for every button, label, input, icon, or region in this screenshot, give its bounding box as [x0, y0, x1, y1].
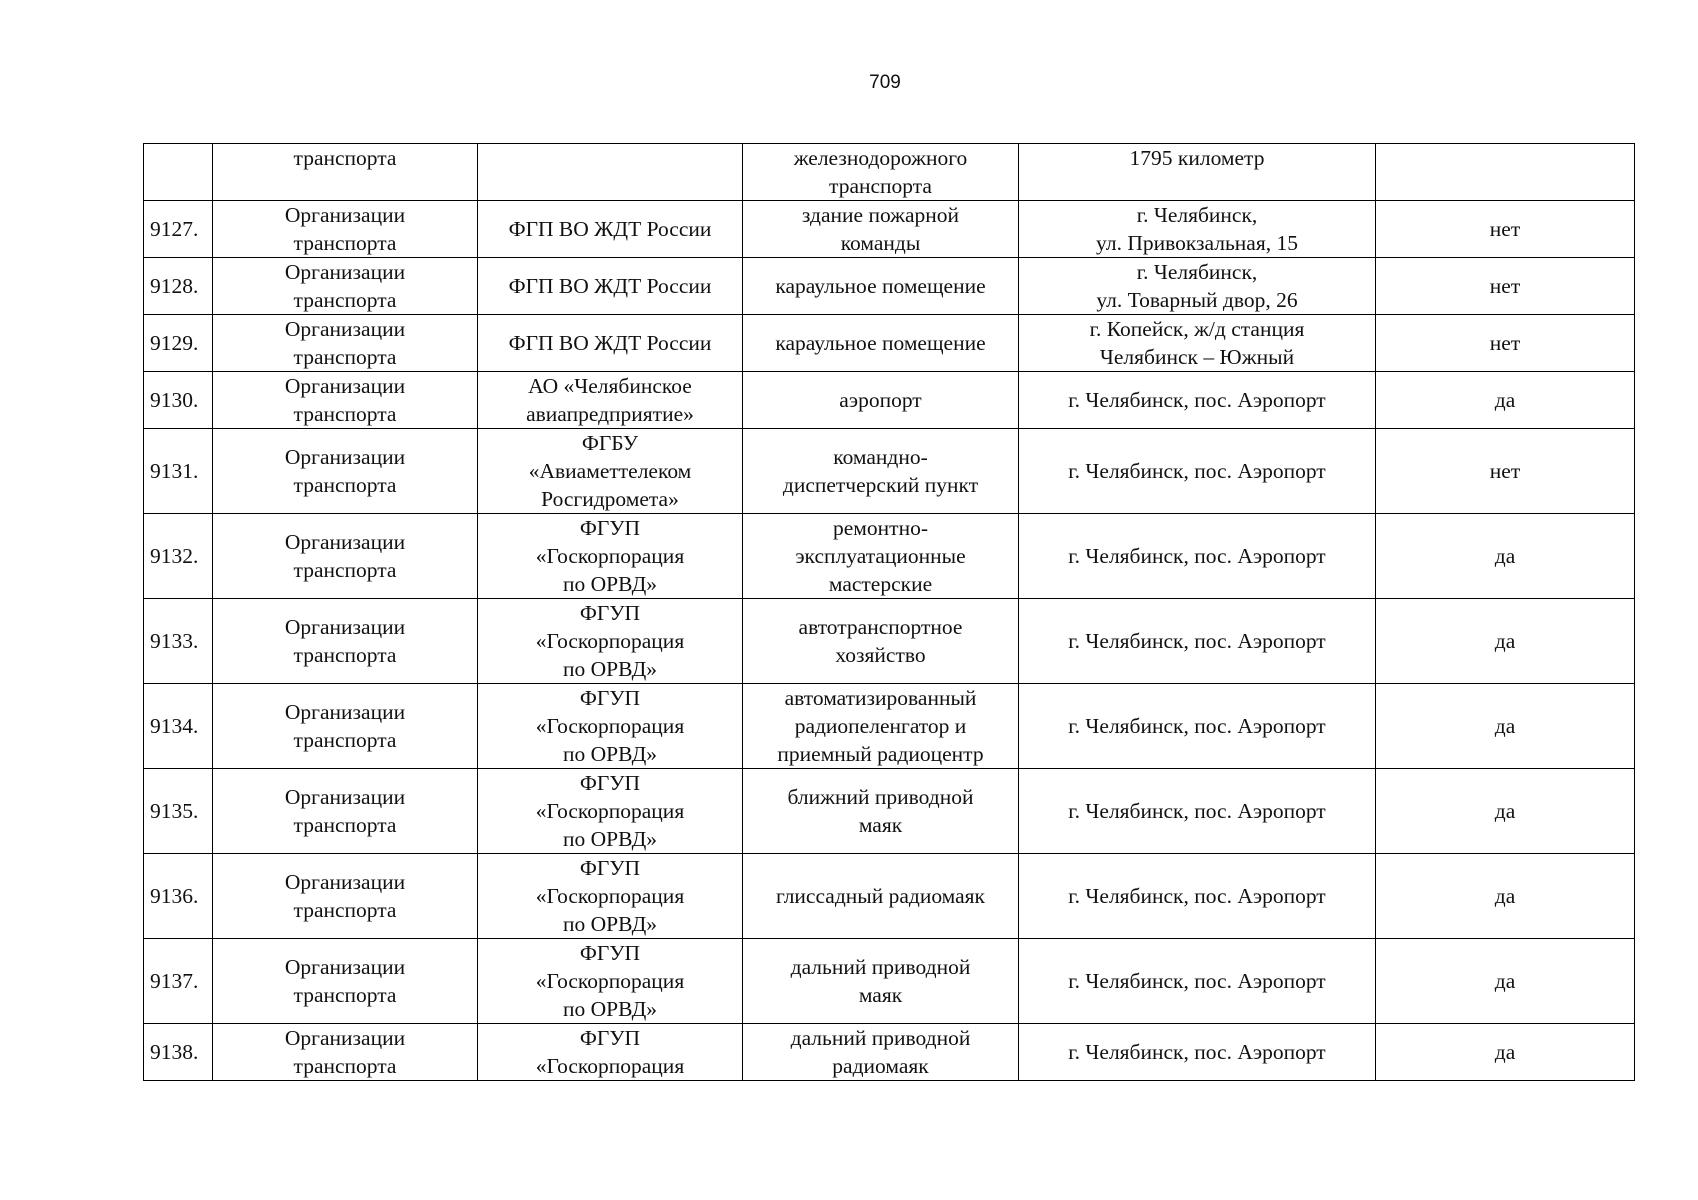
category-line: транспорта [293, 983, 397, 1007]
organization-line: авиапредприятие» [526, 402, 694, 426]
category-line: Организации [284, 203, 406, 227]
address-line: 1795 километр [1129, 146, 1265, 170]
table-body [144, 144, 1635, 1081]
object-cell [743, 201, 1019, 258]
category-line: транспорта [293, 898, 397, 922]
organization-line: ФГУП [579, 856, 641, 880]
organization-line: по ОРВД» [562, 742, 658, 766]
address-cell [1019, 599, 1376, 684]
organization-cell [478, 315, 743, 372]
object-line: железнодорожного [793, 146, 968, 170]
object-line: командно- [833, 445, 928, 469]
table-row [144, 372, 1635, 429]
organization-cell [478, 372, 743, 429]
category-cell [213, 429, 478, 514]
organization-cell [478, 514, 743, 599]
organization-line: ФГУП [579, 941, 641, 965]
organization-cell [478, 599, 743, 684]
flag-cell [1376, 144, 1635, 201]
category-line: транспорта [293, 643, 397, 667]
category-cell [213, 258, 478, 315]
organization-line: «Госкорпорация [535, 544, 685, 568]
flag-cell: да [1376, 939, 1635, 1024]
address-line: г. Челябинск, пос. Аэропорт [1068, 459, 1326, 483]
row-number-cell: 9135. [144, 769, 213, 854]
table-row [144, 258, 1635, 315]
row-number-cell: 9138. [144, 1024, 213, 1081]
object-cell [743, 258, 1019, 315]
object-line: дальний приводной [790, 955, 971, 979]
category-cell [213, 684, 478, 769]
address-line: ул. Привокзальная, 15 [1096, 231, 1298, 255]
address-cell [1019, 258, 1376, 315]
object-line: команды [840, 231, 921, 255]
category-line: транспорта [293, 146, 397, 170]
category-cell [213, 854, 478, 939]
organization-line: «Госкорпорация [535, 629, 685, 653]
category-line: транспорта [293, 728, 397, 752]
object-line: транспорта [829, 174, 932, 198]
table-row [144, 939, 1635, 1024]
category-line: Организации [284, 374, 406, 398]
address-cell [1019, 514, 1376, 599]
category-line: транспорта [293, 288, 397, 312]
object-line: приемный радиоцентр [777, 742, 984, 766]
organization-line: «Авиаметтелеком [528, 459, 692, 483]
table-row [144, 854, 1635, 939]
object-line: мастерские [828, 572, 933, 596]
address-line: г. Челябинск, пос. Аэропорт [1068, 799, 1326, 823]
address-cell [1019, 144, 1376, 201]
organization-cell [478, 201, 743, 258]
flag-cell: да [1376, 684, 1635, 769]
object-cell [743, 769, 1019, 854]
category-line: транспорта [293, 345, 397, 369]
object-cell [743, 1024, 1019, 1081]
table-row [144, 201, 1635, 258]
organization-line: ФГУП [579, 686, 641, 710]
category-line: транспорта [293, 231, 397, 255]
object-cell [743, 854, 1019, 939]
category-cell [213, 514, 478, 599]
address-line: г. Челябинск, пос. Аэропорт [1068, 388, 1326, 412]
organization-line: «Госкорпорация [535, 714, 685, 738]
organization-cell [478, 144, 743, 201]
row-number-cell: 9133. [144, 599, 213, 684]
registry-table [143, 143, 1635, 1081]
flag-cell: да [1376, 514, 1635, 599]
address-cell [1019, 1024, 1376, 1081]
category-cell [213, 315, 478, 372]
organization-line: «Госкорпорация [535, 969, 685, 993]
category-line: транспорта [293, 813, 397, 837]
flag-cell: нет [1376, 429, 1635, 514]
organization-cell [478, 769, 743, 854]
object-cell [743, 144, 1019, 201]
category-line: транспорта [293, 473, 397, 497]
category-cell [213, 939, 478, 1024]
object-line: аэропорт [839, 388, 922, 412]
table-row [144, 315, 1635, 372]
category-line: Организации [284, 615, 406, 639]
address-line: г. Челябинск, пос. Аэропорт [1068, 884, 1326, 908]
organization-line: ФГУП [579, 1026, 641, 1050]
flag-cell: да [1376, 372, 1635, 429]
organization-line: «Госкорпорация [535, 1054, 685, 1078]
organization-line: ФГП ВО ЖДТ России [508, 274, 712, 298]
object-cell [743, 372, 1019, 429]
row-number-cell: 9132. [144, 514, 213, 599]
organization-line: ФГУП [579, 516, 641, 540]
table-row [144, 769, 1635, 854]
organization-line: «Госкорпорация [535, 884, 685, 908]
flag-cell: нет [1376, 258, 1635, 315]
address-line: г. Челябинск, [1136, 203, 1258, 227]
page-number: 709 [869, 72, 901, 93]
organization-line: по ОРВД» [562, 912, 658, 936]
object-line: диспетчерский пункт [782, 473, 979, 497]
address-line: г. Челябинск, пос. Аэропорт [1068, 629, 1326, 653]
row-number-cell: 9131. [144, 429, 213, 514]
category-line: транспорта [293, 558, 397, 582]
category-line: Организации [284, 785, 406, 809]
object-line: ближний приводной [787, 785, 974, 809]
organization-cell [478, 854, 743, 939]
object-line: караульное помещение [775, 331, 986, 355]
category-line: Организации [284, 1026, 406, 1050]
row-number-cell: 9136. [144, 854, 213, 939]
address-cell [1019, 315, 1376, 372]
object-line: ремонтно- [833, 516, 928, 540]
category-line: транспорта [293, 1054, 397, 1078]
flag-cell: нет [1376, 201, 1635, 258]
object-cell [743, 599, 1019, 684]
object-line: маяк [858, 813, 903, 837]
object-line: здание пожарной [801, 203, 960, 227]
flag-cell: да [1376, 769, 1635, 854]
table-row [144, 429, 1635, 514]
flag-cell: да [1376, 1024, 1635, 1081]
object-line: эксплуатационные [795, 544, 966, 568]
row-number-cell: 9134. [144, 684, 213, 769]
category-line: Организации [284, 445, 406, 469]
organization-line: ФГУП [579, 771, 641, 795]
address-line: г. Челябинск, пос. Аэропорт [1068, 714, 1326, 738]
address-line: г. Челябинск, пос. Аэропорт [1068, 969, 1326, 993]
address-cell [1019, 429, 1376, 514]
category-cell [213, 599, 478, 684]
category-line: Организации [284, 530, 406, 554]
object-cell [743, 939, 1019, 1024]
address-line: г. Челябинск, [1136, 260, 1258, 284]
category-cell [213, 1024, 478, 1081]
object-line: дальний приводной [790, 1026, 971, 1050]
row-number-cell: 9128. [144, 258, 213, 315]
address-cell [1019, 684, 1376, 769]
row-number-cell: 9137. [144, 939, 213, 1024]
organization-line: ФГП ВО ЖДТ России [508, 217, 712, 241]
row-number-cell [144, 144, 213, 201]
object-line: маяк [858, 983, 903, 1007]
organization-line: ФГБУ [581, 431, 639, 455]
address-cell [1019, 372, 1376, 429]
object-line: радиомаяк [832, 1054, 929, 1078]
category-line: Организации [284, 700, 406, 724]
table-row [144, 1024, 1635, 1081]
organization-cell [478, 939, 743, 1024]
organization-cell [478, 1024, 743, 1081]
organization-line: ФГУП [579, 601, 641, 625]
address-cell [1019, 201, 1376, 258]
flag-cell: да [1376, 854, 1635, 939]
row-number-cell: 9129. [144, 315, 213, 372]
object-line: автотранспортное [798, 615, 963, 639]
organization-cell [478, 258, 743, 315]
row-number-cell: 9127. [144, 201, 213, 258]
address-line: Челябинск – Южный [1099, 345, 1295, 369]
address-cell [1019, 769, 1376, 854]
address-line: ул. Товарный двор, 26 [1096, 288, 1298, 312]
continuation-row [144, 144, 1635, 201]
object-line: караульное помещение [775, 274, 986, 298]
organization-cell [478, 429, 743, 514]
object-cell [743, 315, 1019, 372]
category-line: Организации [284, 317, 406, 341]
organization-cell [478, 684, 743, 769]
organization-line: ФГП ВО ЖДТ России [508, 331, 712, 355]
category-line: Организации [284, 260, 406, 284]
object-cell [743, 429, 1019, 514]
organization-line: Росгидромета» [541, 487, 679, 511]
object-line: радиопеленгатор и [794, 714, 967, 738]
organization-line: по ОРВД» [562, 572, 658, 596]
object-line: хозяйство [835, 643, 926, 667]
address-cell [1019, 854, 1376, 939]
table-row [144, 684, 1635, 769]
category-cell [213, 201, 478, 258]
category-line: транспорта [293, 402, 397, 426]
flag-cell: нет [1376, 315, 1635, 372]
object-line: глиссадный радиомаяк [775, 884, 986, 908]
address-line: г. Копейск, ж/д станция [1089, 317, 1305, 341]
object-line: автоматизированный [784, 686, 977, 710]
organization-line: «Госкорпорация [535, 799, 685, 823]
flag-cell: да [1376, 599, 1635, 684]
organization-line: по ОРВД» [562, 657, 658, 681]
table-row [144, 514, 1635, 599]
organization-line: АО «Челябинское [528, 374, 692, 398]
category-cell [213, 372, 478, 429]
address-line: г. Челябинск, пос. Аэропорт [1068, 544, 1326, 568]
category-cell [213, 144, 478, 201]
object-cell [743, 514, 1019, 599]
organization-line: по ОРВД» [562, 997, 658, 1021]
address-line: г. Челябинск, пос. Аэропорт [1068, 1040, 1326, 1064]
row-number-cell: 9130. [144, 372, 213, 429]
object-cell [743, 684, 1019, 769]
category-line: Организации [284, 955, 406, 979]
address-cell [1019, 939, 1376, 1024]
table-row [144, 599, 1635, 684]
organization-line: по ОРВД» [562, 827, 658, 851]
category-cell [213, 769, 478, 854]
category-line: Организации [284, 870, 406, 894]
